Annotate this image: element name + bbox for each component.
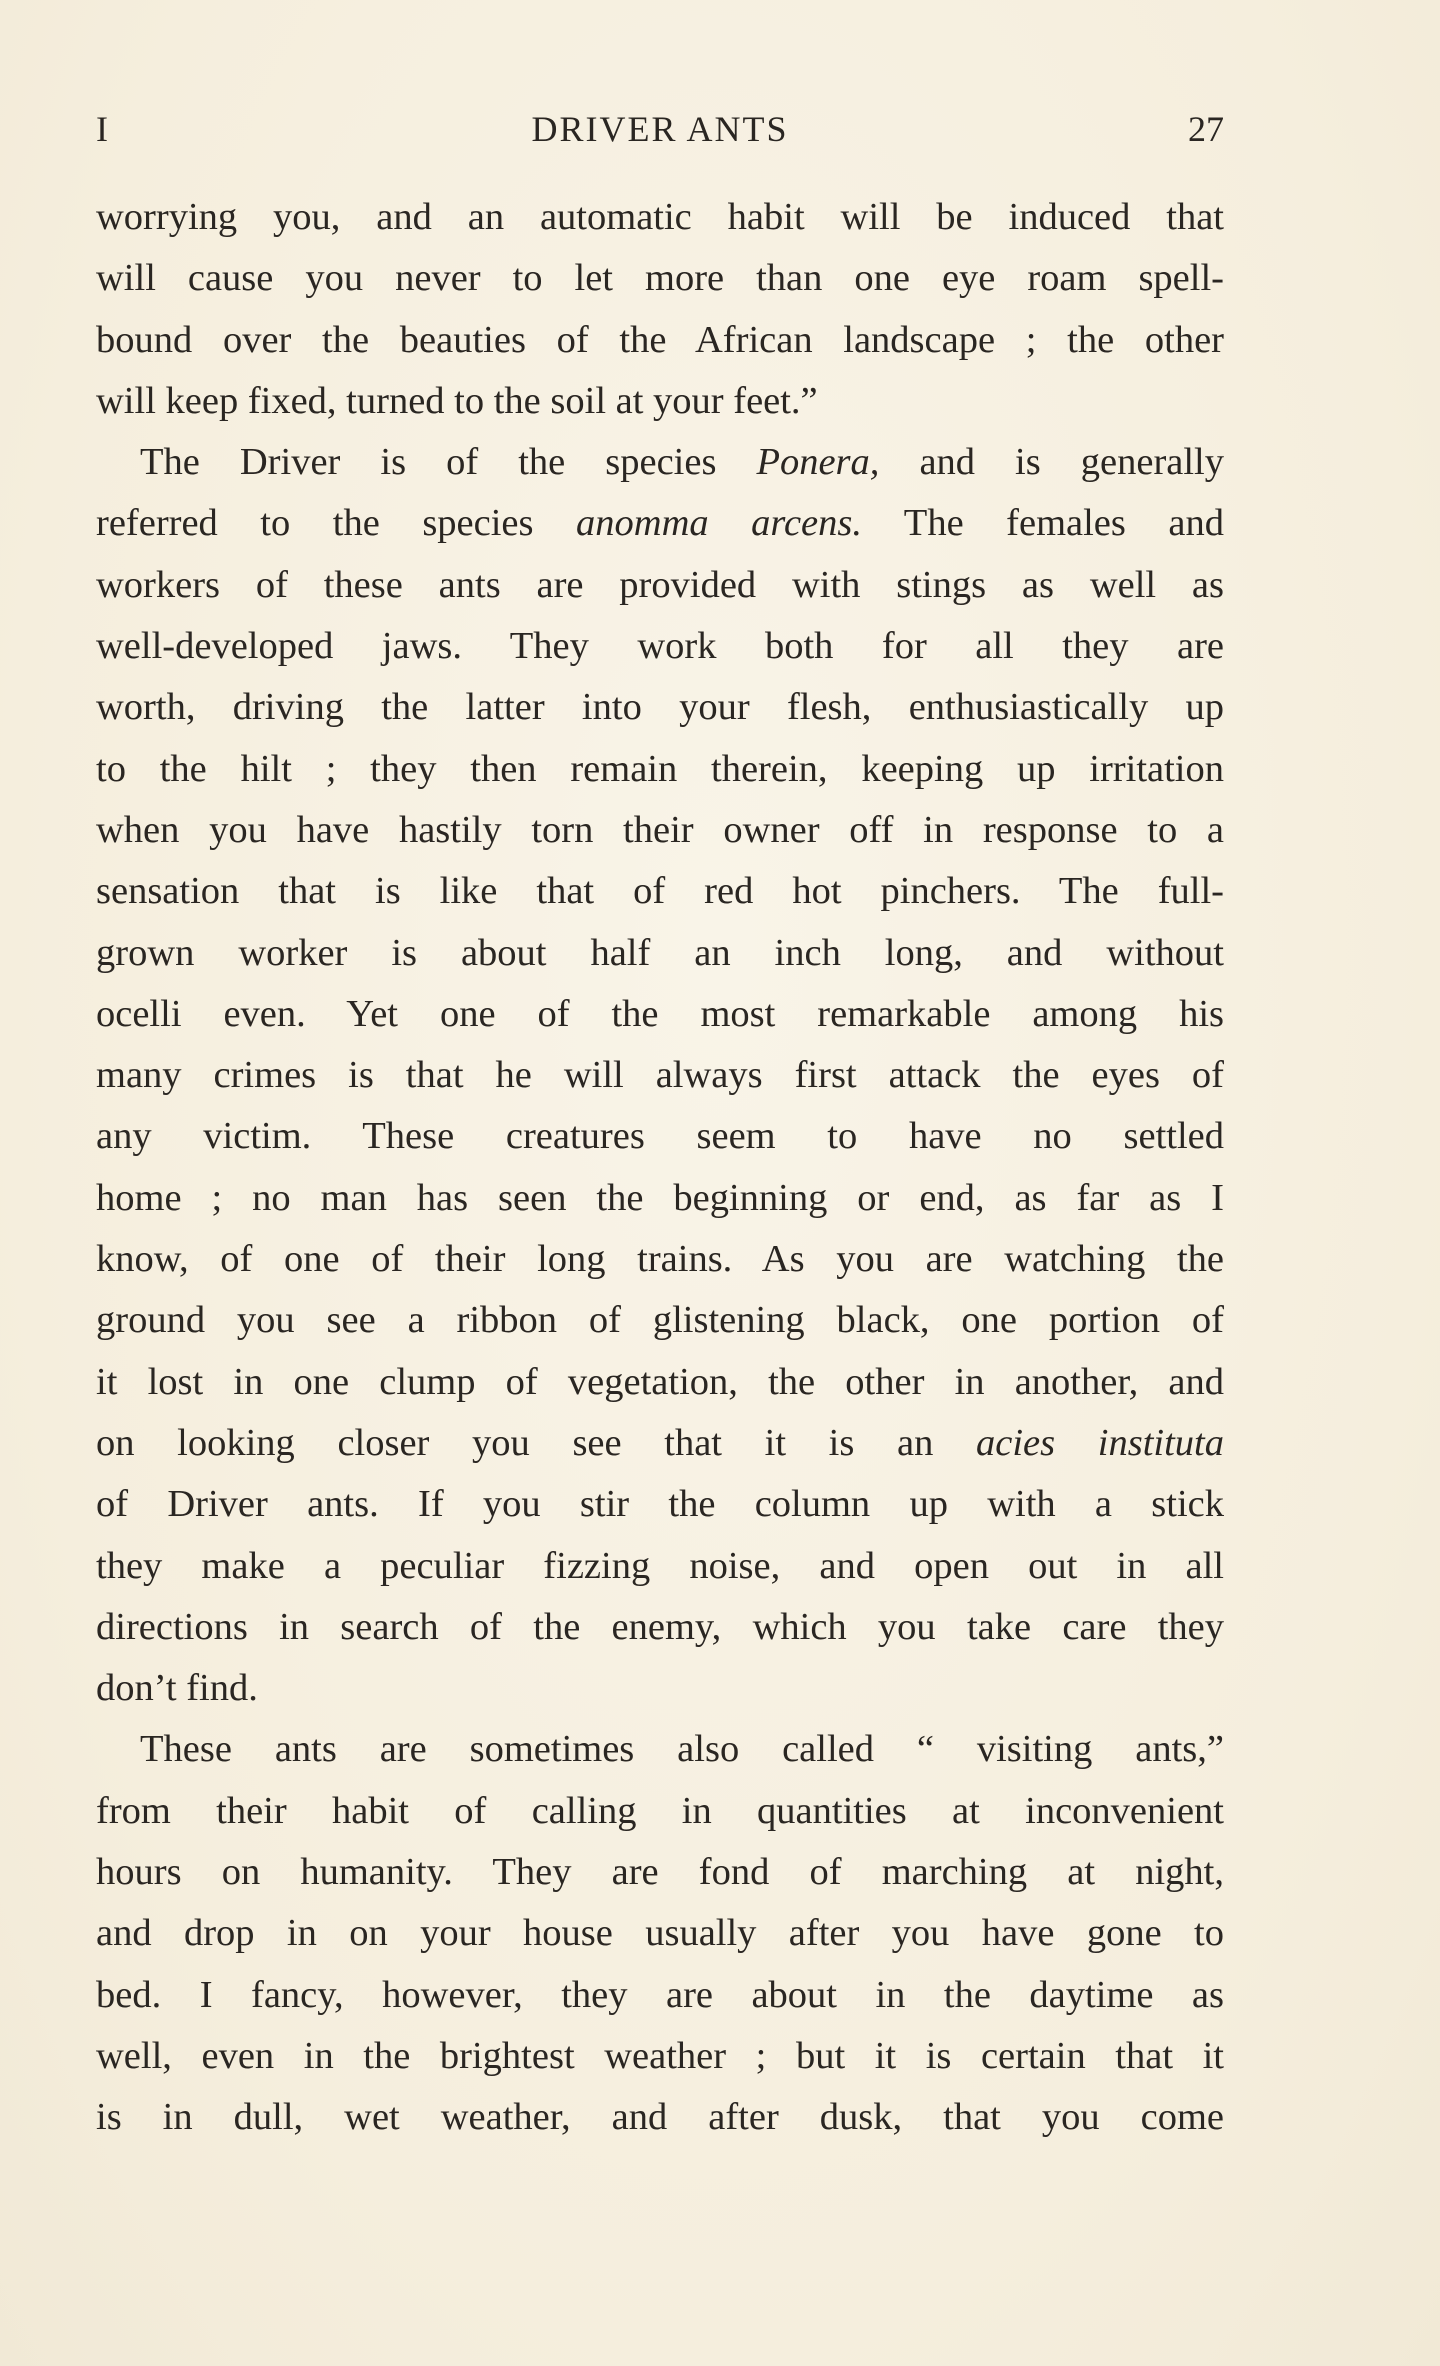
text-line: from their habit of calling in quantities at inconvenient	[96, 1789, 1224, 1832]
chapter-number: I	[96, 109, 110, 149]
text-line: sensation that is like that of red hot pinchers. The full-	[96, 870, 1224, 913]
text-line: will cause you never to let more than one eye roam spell-	[96, 257, 1224, 300]
text-run: referred to the species	[96, 502, 577, 545]
text-line: and drop in on your house usually after you have gone to	[96, 1912, 1224, 1955]
text-line: it lost in one clump of vegetation, the other in another, and	[96, 1360, 1224, 1403]
text-line: worrying you, and an automatic habit will be induced that	[96, 196, 1224, 238]
text-line: they make a peculiar fizzing noise, and open out in all	[96, 1544, 1224, 1587]
running-head	[96, 108, 1224, 158]
text-line: worth, driving the latter into your flesh, enthusiastically up	[96, 686, 1224, 729]
text-run: The Driver is of the species	[140, 441, 757, 484]
text-line: well-developed jaws. They work both for all they are	[96, 625, 1224, 668]
text-line: many crimes is that he will always first attack the eyes of	[96, 1054, 1224, 1097]
italic-term: anomma arcens.	[576, 502, 862, 545]
running-title: DRIVER ANTS	[531, 109, 789, 149]
text-line	[96, 432, 1224, 493]
text-line: directions in search of the enemy, which you take care they	[96, 1605, 1224, 1648]
text-line: hours on humanity. They are fond of marching at night,	[96, 1851, 1224, 1894]
text-run: and is generally	[879, 441, 1224, 484]
text-line: well, even in the brightest weather ; but it is certain that it	[96, 2034, 1224, 2077]
text-line: These ants are sometimes also called “ visiting ants,”	[140, 1728, 1224, 1771]
text-line	[96, 493, 1224, 554]
text-run: The females and	[861, 502, 1224, 545]
text-line: when you have hastily torn their owner off in response to a	[96, 808, 1224, 851]
text-line	[96, 1413, 1224, 1474]
text-line: any victim. These creatures seem to have no settled	[96, 1115, 1224, 1158]
italic-term: Ponera,	[756, 441, 880, 484]
text-line: will keep fixed, turned to the soil at your feet.”	[96, 379, 818, 422]
text-line: bed. I fancy, however, they are about in the daytime as	[96, 1973, 1224, 2016]
italic-term: acies instituta	[976, 1421, 1224, 1464]
page-number: 27	[1188, 109, 1224, 149]
body-text	[96, 187, 1224, 2149]
text-line: home ; no man has seen the beginning or end, as far as I	[96, 1176, 1224, 1219]
text-line: don’t find.	[96, 1667, 258, 1710]
text-line: bound over the beauties of the African landscape ; the other	[96, 318, 1224, 361]
text-line: workers of these ants are provided with stings as well as	[96, 563, 1224, 606]
text-line: grown worker is about half an inch long, and without	[96, 931, 1224, 974]
text-line: ocelli even. Yet one of the most remarkable among his	[96, 992, 1224, 1035]
text-line: of Driver ants. If you stir the column up with a stick	[96, 1483, 1224, 1526]
text-line: know, of one of their long trains. As you are watching the	[96, 1238, 1224, 1281]
text-line: to the hilt ; they then remain therein, keeping up irritation	[96, 747, 1224, 790]
text-line: ground you see a ribbon of glistening black, one portion of	[96, 1299, 1224, 1342]
text-run: on looking closer you see that it is an	[96, 1421, 977, 1464]
text-line: is in dull, wet weather, and after dusk, that you come	[96, 2096, 1224, 2139]
